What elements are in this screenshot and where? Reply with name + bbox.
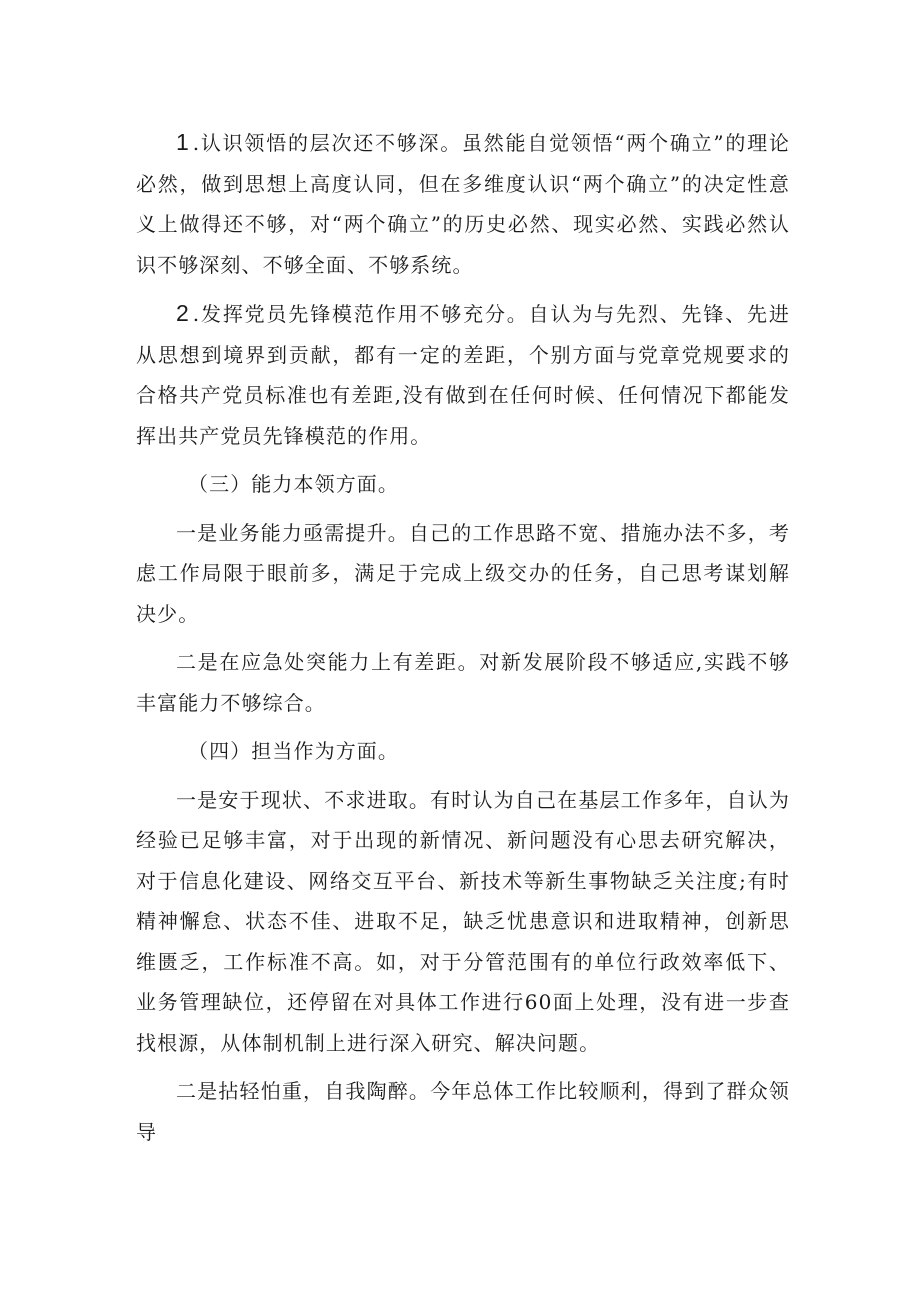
paragraph-complacency: 一是安于现状、不求进取。有时认为自己在基层工作多年，自认为经验已足够丰富，对于出现的新情况、新问题没有心思去研究解决，对于信息化建设、网络交互平台、新技术等新生事物缺乏关注度;有时精神懈怠、状态不佳、进取不足，缺乏忧患意识和进取精神，创新思维匮乏，工作标准不高。如，对于分管范围有的单位行政效率低下、业务管理缺位，还停留在对具体工作进行60面上处理，没有进一步查找根源，从体制机制上进行深入研究、解决问题。 (136, 787, 790, 1055)
paragraph-emergency-ability: 二是在应急处突能力上有差距。对新发展阶段不够适应,实践不够丰富能力不够综合。 (136, 650, 790, 715)
paragraph-business-ability: 一是业务能力亟需提升。自己的工作思路不宽、措施办法不多，考虑工作局限于眼前多，满足于完成上级交办的任务，自己思考谋划解决少。 (136, 520, 790, 626)
section-heading-responsibility: （四）担当作为方面。 (188, 739, 399, 763)
paragraph-text: .认识领悟的层次还不够深。虽然能自觉领悟“两个确立”的理论必然，做到思想上高度认同，但在多维度认识“两个确立”的决定性意义上做得还不够，对“两个确立”的历史必然、现实必然、实践必然认识不够深刻、不够全面、不够系统。 (136, 131, 790, 277)
paragraph-item-1 (136, 122, 790, 285)
paragraph-item-2 (136, 293, 790, 456)
paragraph-text: .发挥党员先锋模范作用不够充分。自认为与先烈、先锋、先进从思想到境界到贡献，都有一定的差距，个别方面与党章党规要求的合格共产党员标准也有差距,没有做到在任何时候、任何情况下都能发挥出共产党员先锋模范的作用。 (136, 302, 790, 448)
paragraph-avoid-difficulty: 二是拈轻怕重，自我陶醉。今年总体工作比较顺利，得到了群众领导 (136, 1079, 790, 1144)
document-body (136, 122, 790, 1152)
section-heading-capability: （三）能力本领方面。 (188, 472, 399, 496)
item-number: 2 (176, 300, 189, 326)
item-number: 1 (176, 129, 189, 155)
